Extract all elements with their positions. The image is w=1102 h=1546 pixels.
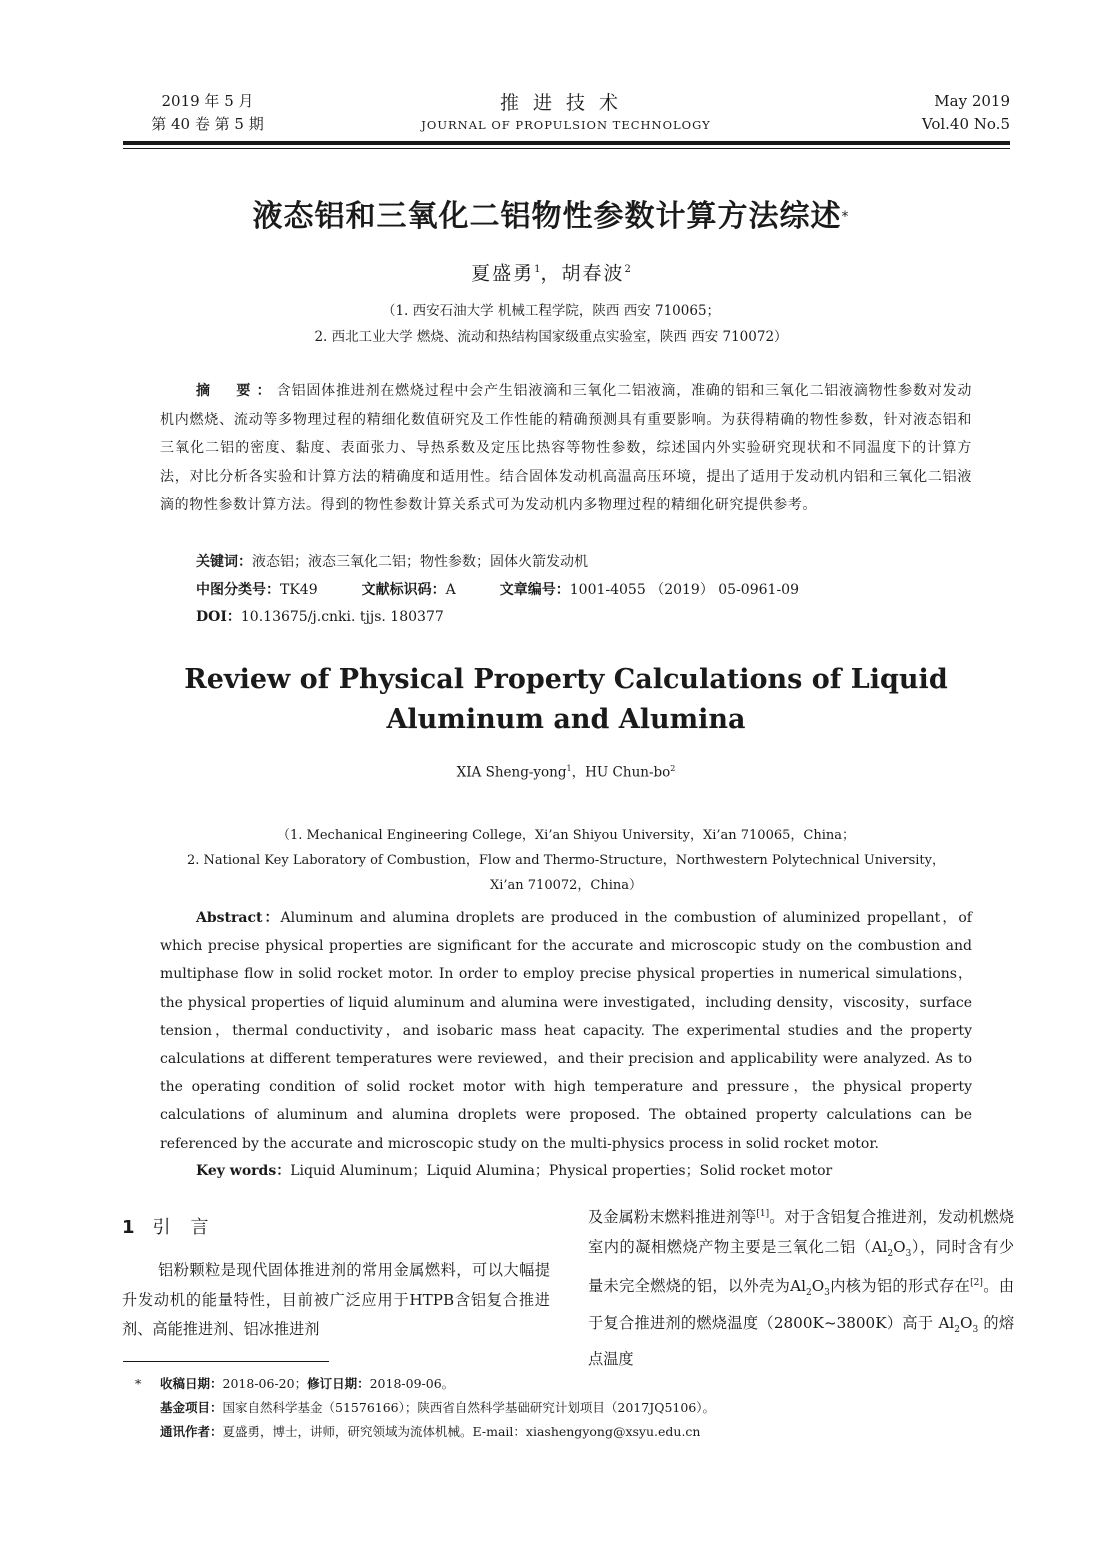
- authors-en: [140, 758, 992, 784]
- title-footnote-mark: *: [841, 209, 850, 225]
- affiliation-en-3: Xi’an 710072，China）: [489, 878, 643, 893]
- sub-3-a: 3: [905, 1248, 912, 1259]
- title-en-line-1: Review of Physical Property Calculations of Liquid: [184, 664, 948, 695]
- footnote-fund: [160, 1395, 1030, 1421]
- intro-right-p2: 。对于含铝复合推进剂，发动机燃烧室内的凝相燃烧产物主要是三氧化二铝（Al: [588, 1208, 1015, 1256]
- paper-title-cn: [120, 196, 982, 238]
- author-sep-en: ，: [571, 764, 586, 781]
- affiliation-cn-2: 2. 西北工业大学 燃烧、流动和热结构国家级重点实验室，陕西 西安 710072）: [314, 329, 788, 345]
- keywords-cn-text: 液态铝；液态三氧化二铝；物性参数；固体火箭发动机: [252, 554, 588, 570]
- keywords-en-label: Key words：: [196, 1163, 291, 1179]
- keywords-cn: [196, 549, 976, 575]
- doc-code-value: A: [445, 582, 456, 598]
- abstract-en-text: Aluminum and alumina droplets are produced in the combustion of aluminized propellant，of which precise physical properties are significant for the accurate and microscopic study on the combustion and multiphase flow in solid rocket motor. In order to employ precise physical properties in numerical simulations，the physical properties of liquid aluminum and alumina were investigated，including density，viscosity，surface tension，thermal conductivity，and isobaric mass heat capacity. The experimental studies and the property calculations at different temperatures were reviewed，and their precision and applicability were analyzed. As to the operating condition of solid rocket motor with high temperature and pressure，the physical property calculations of aluminum and alumina droplets were proposed. The obtained property calculations can be referenced by the accurate and microscopic study on the multi-physics process in solid rocket motor.: [160, 910, 972, 1152]
- abstract-en-label: Abstract：: [196, 910, 281, 926]
- keywords-en-text: Liquid Aluminum；Liquid Alumina；Physical properties；Solid rocket motor: [290, 1163, 833, 1179]
- abstract-cn-label: 摘 要：: [196, 383, 277, 399]
- paper-title-en: [140, 660, 992, 740]
- header-journal: [380, 90, 752, 134]
- author-2-cn: 胡春波: [561, 262, 625, 285]
- keywords-en: [196, 1158, 976, 1184]
- intro-right-p4: 内核为铝的形式存在: [829, 1277, 971, 1296]
- affiliation-cn-1: （1. 西安石油大学 机械工程学院，陕西 西安 710065；: [381, 303, 721, 319]
- footnote-star: *: [135, 1376, 142, 1391]
- sub-2-b: 2: [805, 1288, 812, 1299]
- sub-2-a: 2: [887, 1248, 894, 1259]
- sub-2-c: 2: [954, 1324, 961, 1335]
- header-rule-thin: [123, 148, 1010, 149]
- affiliations-cn: [120, 298, 982, 350]
- revised-value: 2018-09-06。: [369, 1376, 455, 1391]
- author-1-cn-aff: 1: [534, 264, 541, 275]
- doc-code-label: 文献标识码：: [361, 582, 446, 598]
- author-sep-cn: ，: [540, 262, 562, 285]
- header-issue-cn: 第 40 卷 第 5 期: [151, 115, 264, 133]
- intro-right-p6: 的熔点温度: [588, 1313, 1015, 1369]
- author-1-en-aff: 1: [566, 764, 572, 773]
- author-1-en: XIA Sheng-yong: [456, 764, 567, 781]
- doi-value[interactable]: 10.13675/j.cnki. tjjs. 180377: [240, 609, 444, 625]
- intro-right-p3: ），同时含有少量未完全燃烧的铝，以外壳为Al: [588, 1237, 1015, 1296]
- o-b: O: [811, 1277, 825, 1296]
- author-2-en-aff: 2: [670, 764, 676, 773]
- sub-3-b: 3: [824, 1288, 830, 1299]
- intro-right-p5: 。由于复合推进剂的燃烧温度（2800K~3800K）高于 Al: [588, 1277, 1015, 1332]
- citation-1[interactable]: [1]: [756, 1209, 770, 1219]
- revised-label: 修订日期：: [307, 1376, 370, 1391]
- received-label: 收稿日期：: [160, 1376, 223, 1391]
- clc-label: 中图分类号：: [196, 582, 280, 598]
- journal-name-en: JOURNAL OF PROPULSION TECHNOLOGY: [421, 118, 711, 132]
- corresponding-label: 通讯作者：: [160, 1424, 223, 1439]
- author-2-en: HU Chun-bo: [585, 764, 671, 781]
- o-c: O: [960, 1313, 973, 1332]
- body-column-right: [588, 1200, 1014, 1375]
- title-cn-text: 液态铝和三氧化二铝物性参数计算方法综述: [252, 199, 842, 234]
- article-no-label: 文章编号：: [499, 582, 570, 598]
- classification-line: [196, 577, 976, 603]
- journal-name-cn: 推进技术: [499, 92, 632, 114]
- section-1-number: 1: [122, 1217, 135, 1238]
- article-no-value: 1001-4055 （2019） 05-0961-09: [569, 582, 799, 598]
- received-value: 2018-06-20；: [222, 1376, 308, 1391]
- footnote-dates: [135, 1371, 1005, 1397]
- fund-label: 基金项目：: [160, 1400, 223, 1415]
- corresponding-value: 夏盛勇，博士，讲师，研究领域为流体机械。E-mail：xiashengyong@xsyu.edu.cn: [222, 1424, 701, 1439]
- section-1-heading: [122, 1214, 229, 1242]
- body-column-left: [122, 1256, 550, 1345]
- footnote-rule: [123, 1361, 329, 1362]
- clc-value: TK49: [280, 582, 318, 598]
- header-issue-en: Vol.40 No.5: [921, 115, 1010, 133]
- fund-value: 国家自然科学基金（51576166）；陕西省自然科学基础研究计划项目（2017JQ5106）。: [222, 1400, 716, 1415]
- affiliation-en-2: 2. National Key Laboratory of Combustion，Flow and Thermo-Structure，Northwestern Polytechnical University，: [187, 853, 945, 868]
- o-a: O: [893, 1237, 906, 1256]
- citation-2[interactable]: [2]: [970, 1278, 983, 1289]
- abstract-cn: [160, 377, 972, 520]
- section-1-title: 引言: [152, 1217, 229, 1238]
- title-en-line-2: Aluminum and Alumina: [386, 704, 746, 735]
- header-right: [880, 90, 1010, 136]
- header-date-en: May 2019: [934, 92, 1010, 110]
- abstract-cn-text: 含铝固体推进剂在燃烧过程中会产生铝液滴和三氧化二铝液滴，准确的铝和三氧化二铝液滴物性参数对发动机内燃烧、流动等多物理过程的精细化数值研究及工作性能的精确预测具有重要影响。为获得精确的物性参数，针对液态铝和三氧化二铝的密度、黏度、表面张力、导热系数及定压比热容等物性参数，综述国内外实验研究现状和不同温度下的计算方法，对比分析各实验和计算方法的精确度和适用性。结合固体发动机高温高压环境，提出了适用于发动机内铝和三氧化二铝液滴的物性参数计算方法。得到的物性参数计算关系式可为发动机内多物理过程的精细化研究提供参考。: [160, 383, 973, 513]
- author-1-cn: 夏盛勇: [471, 262, 535, 285]
- doi-line: [196, 604, 976, 630]
- author-2-cn-aff: 2: [624, 264, 631, 275]
- header-left: [135, 90, 280, 136]
- header-date-cn: 2019 年 5 月: [161, 92, 254, 110]
- sub-3-c: 3: [972, 1324, 979, 1335]
- affiliation-en-1: （1. Mechanical Engineering College，Xi’an Shiyou University，Xi’an 710065，China；: [277, 828, 855, 843]
- intro-right-p1: 及金属粉末燃料推进剂等: [588, 1208, 757, 1227]
- keywords-cn-label: 关键词：: [196, 554, 252, 570]
- abstract-en: [160, 904, 972, 1158]
- affiliations-en: [150, 823, 982, 898]
- footnote-corresponding: [160, 1419, 1030, 1445]
- header-rule-thick: [123, 141, 1010, 145]
- authors-cn: [120, 256, 982, 287]
- doi-label: DOI：: [196, 609, 241, 625]
- intro-paragraph-left: 铝粉颗粒是现代固体推进剂的常用金属燃料，可以大幅提升发动机的能量特性，目前被广泛应用于HTPB含铝复合推进剂、高能推进剂、铝冰推进剂: [122, 1261, 550, 1338]
